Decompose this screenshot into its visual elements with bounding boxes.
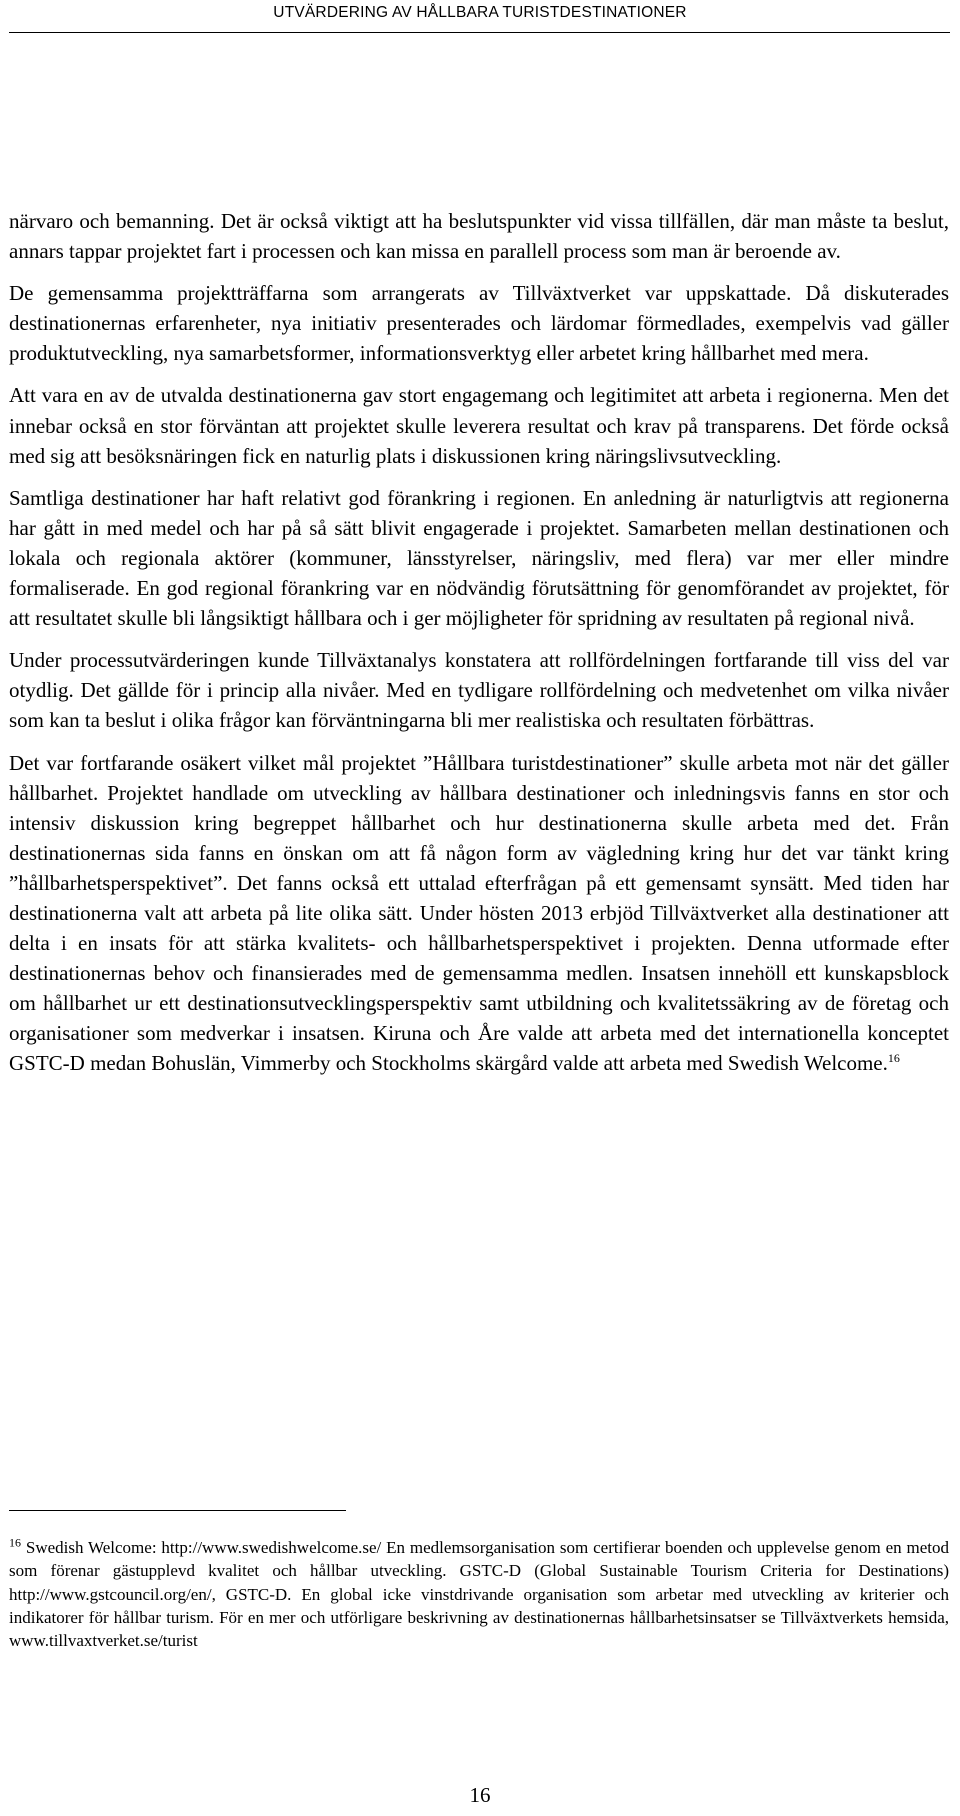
paragraph: närvaro och bemanning. Det är också viktigt att ha beslutspunkter vid vissa tillfällen, där man måste ta beslut, annars tappar projektet fart i processen och kan missa en parallell process som man är beroende av. <box>9 209 949 264</box>
paragraph: Samtliga destinationer har haft relativt god förankring i regionen. En anledning är naturligtvis att regionerna har gått in med medel och har på så sätt blivit engagerade i projektet. Samarbeten mellan destinationen och lokala och regionala aktörer (kommuner, länsstyrelser, näringsliv, med flera) var mer eller mindre formaliserade. En god regional förankring var en nödvändig förutsättning för genomförandet av projektet, för att resultatet skulle bli långsiktigt hållbara och i ger möjligheter för spridning av resultaten på regional nivå. <box>9 485 949 631</box>
paragraph-with-footnote <box>9 748 949 1079</box>
footnote-reference[interactable]: 16 <box>887 1051 900 1066</box>
footnote-divider <box>9 1510 346 1511</box>
body-text <box>9 206 949 1079</box>
footnote-text: Swedish Welcome: http://www.swedishwelcome.se/ En medlemsorganisation som certifierar boenden och upplevelse genom en metod som förenar gästupplevd kvalitet och hållbar utveckling. GSTC-D (Global Sustainable Tourism Criteria for Destinations) http://www.gstcouncil.org/en/, GSTC-D. En global icke vinstdrivande organisation som arbetar med utveckling av kriterier och indikatorer för hållbar turism. För en mer och utförligare beskrivning av destinationernas hållbarhetsinsatser se Tillväxtverkets hemsida, www.tillvaxtverket.se/turist <box>9 1538 949 1651</box>
paragraph: Att vara en av de utvalda destinationerna gav stort engagemang och legitimitet att arbeta i regionerna. Men det innebar också en stor förväntan att projektet skulle leverera resultat och krav på transparens. Det förde också med sig att besöksnäringen fick en naturlig plats i diskussionen kring näringslivsutveckling. <box>9 383 949 468</box>
footnote-number: 16 <box>9 1535 21 1550</box>
footnote <box>9 1536 949 1652</box>
running-header: UTVÄRDERING AV HÅLLBARA TURISTDESTINATIONER <box>273 4 687 21</box>
paragraph: Under processutvärderingen kunde Tillväxtanalys konstatera att rollfördelningen fortfarande till viss del var otydlig. Det gällde för i princip alla nivåer. Med en tydligare rollfördelning och medvetenhet om vilka nivåer som kan ta beslut i olika frågor kan förväntningarna bli mer realistiska och resultaten förbättras. <box>9 648 949 733</box>
page-number: 16 <box>469 1783 491 1807</box>
paragraph: De gemensamma projektträffarna som arrangerats av Tillväxtverket var uppskattade. Då diskuterades destinationernas erfarenheter, nya initiativ presenterades och lärdomar förmedlades, exempelvis vad gäller produktutveckling, nya samarbetsformer, informationsverktyg eller arbetet kring hållbarhet med mera. <box>9 281 949 366</box>
header-divider <box>9 32 950 33</box>
paragraph-text: Det var fortfarande osäkert vilket mål projektet ”Hållbara turistdestinationer” skulle arbeta mot när det gäller hållbarhet. Projektet handlade om utveckling av hållbara destinationer och inledningsvis fanns en stor och intensiv diskussion kring begreppet hållbarhet och hur destinationerna skulle arbeta med det. Från destinationernas sida fanns en önskan om att få någon form av vägledning kring hur det var tänkt kring ”hållbarhetsperspektivet”. Det fanns också ett uttalad efterfrågan på ett gemensamt synsätt. Med tiden har destinationerna valt att arbeta på lite olika sätt. Under hösten 2013 erbjöd Tillväxtverket alla destinationer att delta i en insats för att stärka kvalitets- och hållbarhetsperspektivet i projekten. Denna utformade efter destinationernas behov och finansierades med de gemensamma medlen. Insatsen innehöll ett kunskapsblock om hållbarhet ur ett destinationsutvecklingsperspektiv samt utbildning och kvalitetssäkring av de företag och organisationer som medverkar i insatsen. Kiruna och Åre valde att arbeta med det internationella konceptet GSTC-D medan Bohuslän, Vimmerby och Stockholms skärgård valde att arbeta med Swedish Welcome. <box>9 750 949 1076</box>
